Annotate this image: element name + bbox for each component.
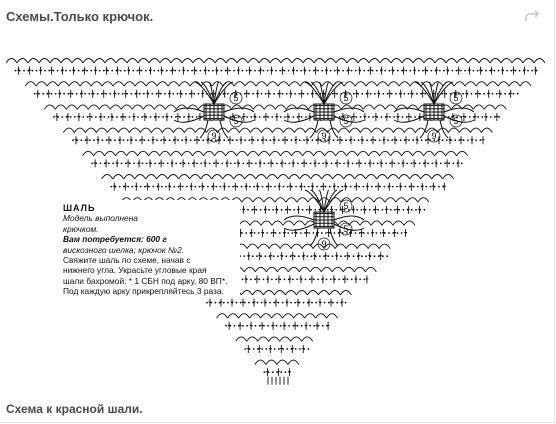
legend-line: Вам потребуется: 600 г <box>63 234 167 245</box>
motif-number-label: 5 <box>343 201 349 211</box>
legend-line: крючком. <box>63 223 99 234</box>
motif-number-label: 9 <box>321 131 327 141</box>
motif-number-label: 5 <box>343 93 349 103</box>
legend-line: Модель выполнена <box>63 213 138 224</box>
pattern-motif <box>284 190 364 246</box>
legend-line: Свяжите шаль по схеме, начав с <box>63 255 191 266</box>
motif-number-label: 9 <box>321 239 327 249</box>
legend-line: нижнего угла. Украсьте угловые края <box>63 265 207 276</box>
chart-legend <box>63 203 238 297</box>
motif-number-label: 5 <box>343 224 349 234</box>
motif-number-label: 5 <box>343 116 349 126</box>
post-caption: Схема к красной шали. <box>6 402 143 416</box>
legend-line: вискозного шелка; крючок №2. <box>63 244 185 255</box>
legend-line: Под каждую арку прикрепляйтесь 3 раза. <box>63 286 224 297</box>
motif-number-label: 5 <box>233 116 239 126</box>
motif-number-label: 5 <box>453 93 459 103</box>
post-title: Схемы.Только крючок. <box>6 9 154 24</box>
legend-title: ШАЛЬ <box>63 203 96 213</box>
motif-number-label: 5 <box>453 116 459 126</box>
motif-number-label: 9 <box>211 131 217 141</box>
share-arrow-icon[interactable] <box>524 8 540 24</box>
motif-number-label: 5 <box>233 93 239 103</box>
legend-line: шали бахромой: * 1 СБН под арку, 80 ВП*. <box>63 275 228 286</box>
motif-number-label: 9 <box>431 131 437 141</box>
